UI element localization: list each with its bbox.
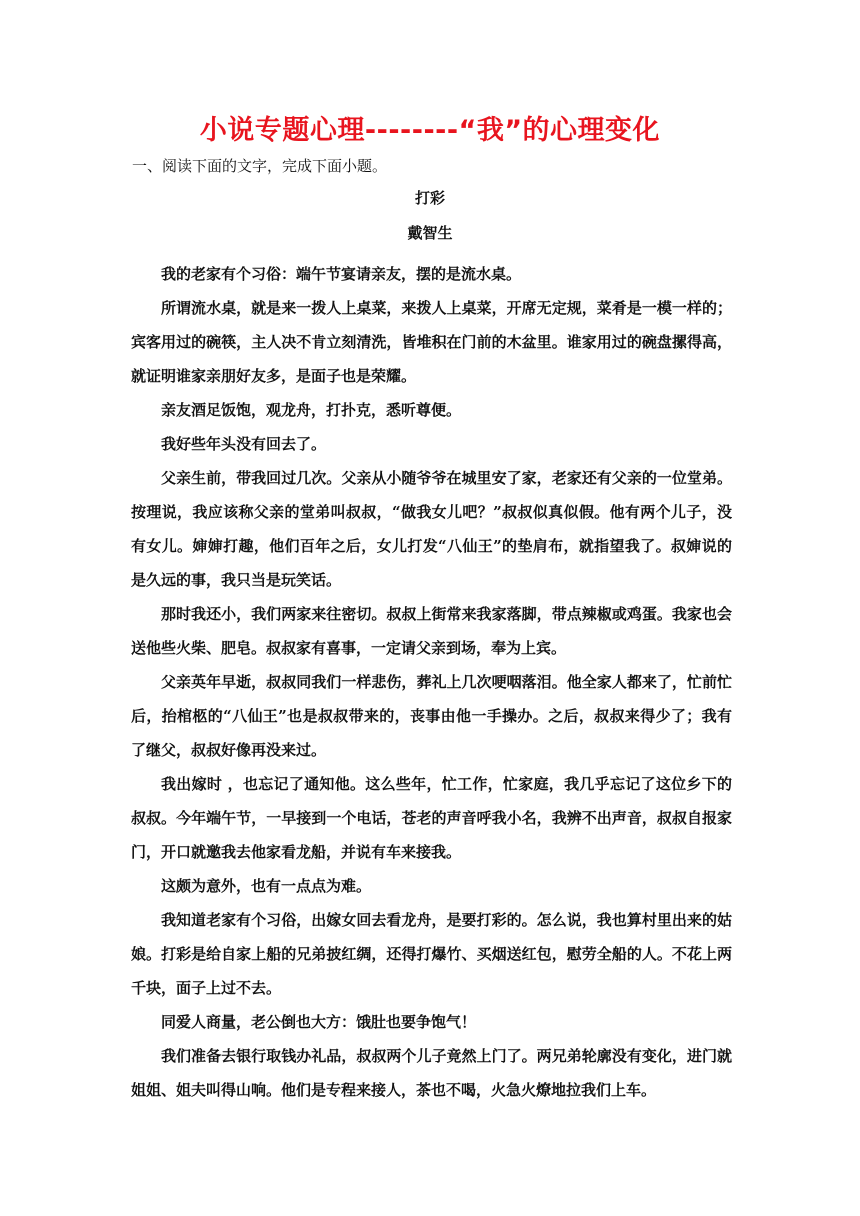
paragraph: 所谓流水桌，就是来一拨人上桌菜，来拨人上桌菜，开席无定规，菜肴是一模一样的；宾客用过的碗筷，主人决不肯立刻清洗，皆堆积在门前的木盆里。谁家用过的碗盘摞得高，就证明谁家亲朋好友多，是面子也是荣耀。 xyxy=(131,299,732,385)
story-author: 戴智生 xyxy=(407,224,453,242)
paragraph: 那时我还小，我们两家来往密切。叔叔上街常来我家落脚，带点辣椒或鸡蛋。我家也会送他些火柴、肥皂。叔叔家有喜事，一定请父亲到场，奉为上宾。 xyxy=(131,605,732,657)
question-instruction: 一、阅读下面的文字，完成下面小题。 xyxy=(132,157,388,175)
paragraph: 父亲生前，带我回过几次。父亲从小随爷爷在城里安了家，老家还有父亲的一位堂弟。按理说，我应该称父亲的堂弟叫叔叔，“做我女儿吧？”叔叔似真似假。他有两个儿子，没有女儿。婶婶打趣，他们百年之后，女儿打发“八仙王”的垫肩布，就指望我了。叔婶说的是久远的事，我只当是玩笑话。 xyxy=(131,469,732,589)
paragraph: 我的老家有个习俗：端午节宴请亲友，摆的是流水桌。 xyxy=(161,265,522,283)
paragraph: 我出嫁时 ，也忘记了通知他。这么些年，忙工作，忙家庭，我几乎忘记了这位乡下的叔叔。今年端午节，一早接到一个电话，苍老的声音呼我小名，我辨不出声音，叔叔自报家门，开口就邀我去他家看龙船，并说有车来接我。 xyxy=(131,775,732,861)
paragraph: 我们准备去银行取钱办礼品，叔叔两个儿子竟然上门了。两兄弟轮廓没有变化，进门就姐姐、姐夫叫得山响。他们是专程来接人，茶也不喝，火急火燎地拉我们上车。 xyxy=(131,1047,732,1099)
story-title: 打彩 xyxy=(414,189,445,207)
paragraph: 亲友酒足饭饱，观龙舟，打扑克，悉听尊便。 xyxy=(161,401,462,419)
paragraph: 同爱人商量，老公倒也大方：饿肚也要争饱气！ xyxy=(161,1013,477,1031)
paragraph: 我好些年头没有回去了。 xyxy=(161,435,327,453)
story-body xyxy=(131,257,732,1107)
paragraph: 父亲英年早逝，叔叔同我们一样悲伤，葬礼上几次哽咽落泪。他全家人都来了，忙前忙后，抬棺柩的“八仙王”也是叔叔带来的，丧事由他一手操办。之后，叔叔来得少了；我有了继父，叔叔好像再没来过。 xyxy=(131,673,732,759)
paragraph: 我知道老家有个习俗，出嫁女回去看龙舟，是要打彩的。怎么说，我也算村里出来的姑娘。打彩是给自家上船的兄弟披红绸，还得打爆竹、买烟送红包，慰劳全船的人。不花上两千块，面子上过不去。 xyxy=(131,911,732,997)
paragraph: 这颇为意外，也有一点点为难。 xyxy=(161,877,372,895)
page-title: 小说专题心理--------“我”的心理变化 xyxy=(199,115,661,146)
